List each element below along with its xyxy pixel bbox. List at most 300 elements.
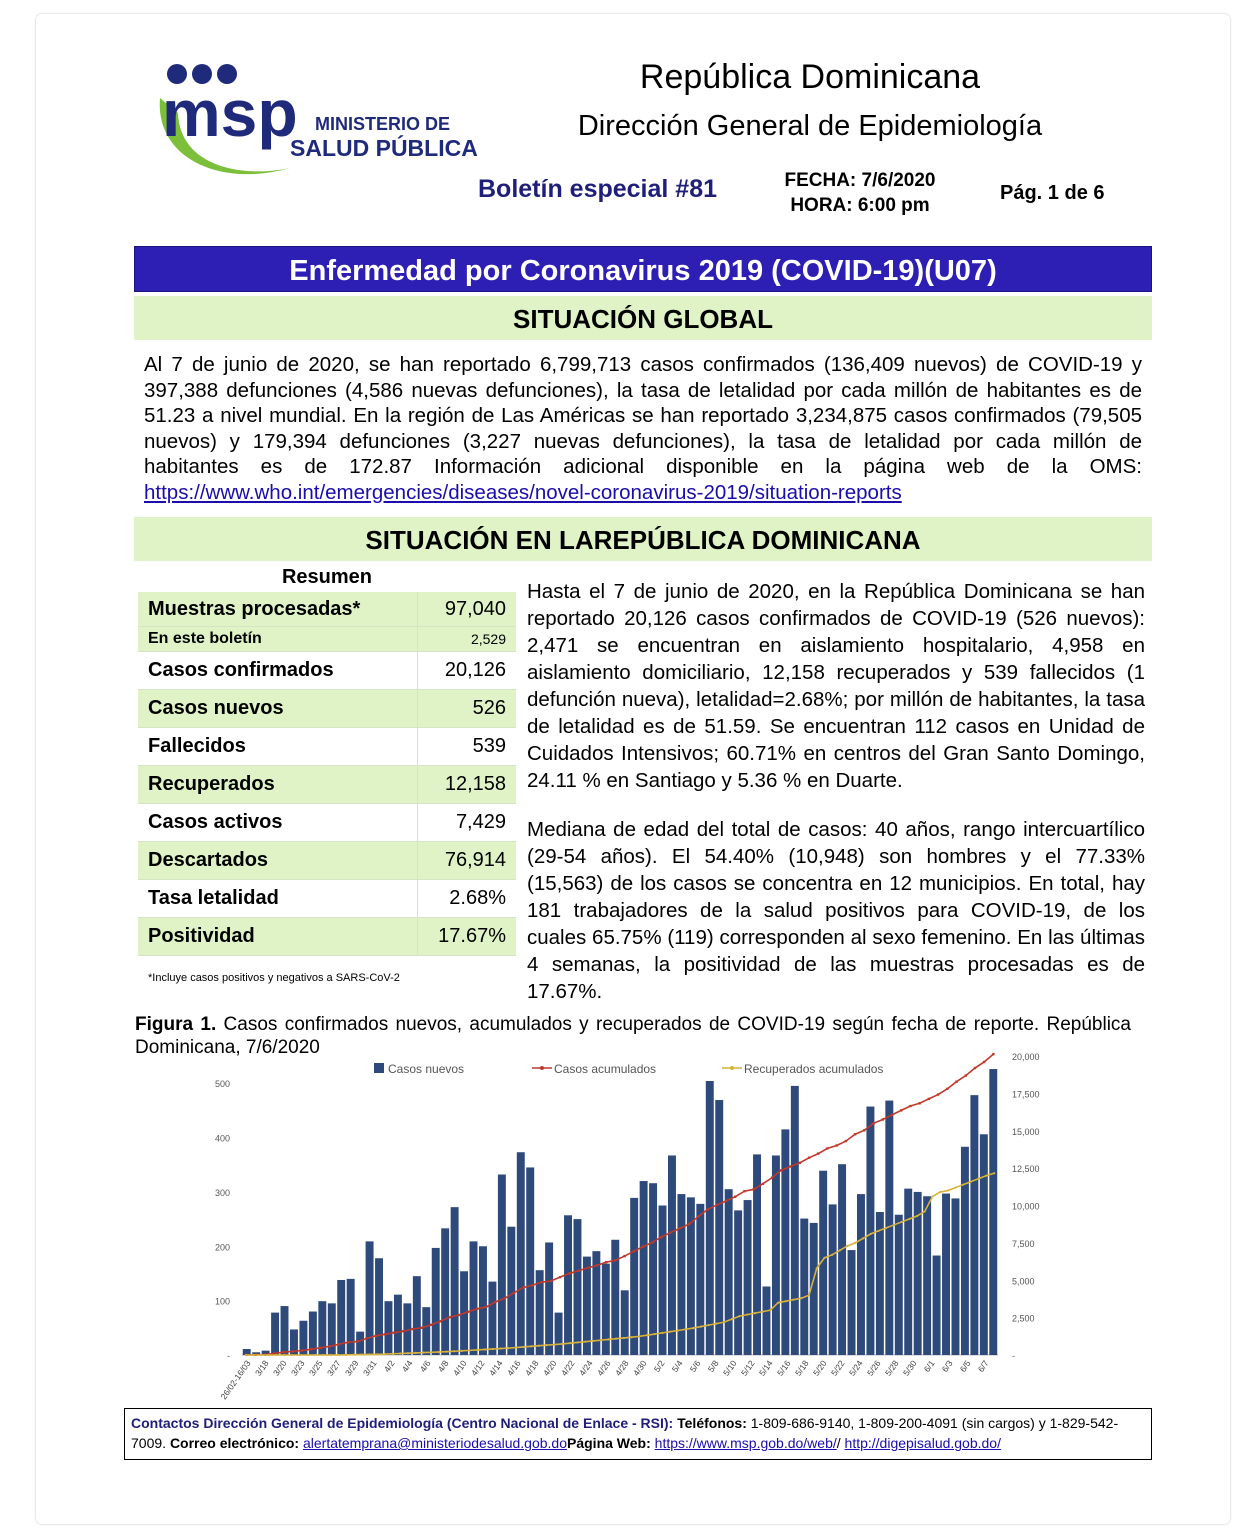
point-recuperados-acumulados	[484, 1348, 486, 1350]
directorate-title: Dirección General de Epidemiología	[577, 110, 1043, 142]
bar-casos-nuevos	[517, 1152, 525, 1355]
point-recuperados-acumulados	[314, 1354, 316, 1356]
point-recuperados-acumulados	[260, 1354, 262, 1356]
bar-casos-nuevos	[422, 1307, 430, 1355]
bar-casos-nuevos	[800, 1219, 808, 1355]
x-tick-label: 4/28	[612, 1358, 631, 1378]
cases-chart	[160, 1046, 1060, 1402]
x-tick-label: 4/12	[468, 1358, 487, 1378]
bar-casos-nuevos	[545, 1242, 553, 1355]
x-tick-label: 4/26	[594, 1358, 613, 1378]
point-casos-acumulados	[992, 1053, 994, 1055]
point-casos-acumulados	[955, 1080, 957, 1082]
contacts-box	[124, 1408, 1152, 1460]
x-tick-label: 3/27	[324, 1358, 343, 1378]
point-recuperados-acumulados	[692, 1327, 694, 1329]
who-link[interactable]: https://www.who.int/emergencies/diseases/novel-coronavirus-2019/situation-reports	[144, 480, 902, 504]
y-tick-label: 500	[214, 1079, 230, 1090]
point-recuperados-acumulados	[630, 1336, 632, 1338]
web-label: Página Web:	[567, 1435, 651, 1451]
bar-casos-nuevos	[281, 1306, 289, 1355]
x-tick-label: 4/24	[576, 1358, 595, 1378]
report-time: HORA: 6:00 pm	[790, 195, 930, 216]
bar-casos-nuevos	[781, 1129, 789, 1355]
bar-casos-nuevos	[583, 1257, 591, 1355]
bar-casos-nuevos	[989, 1069, 997, 1355]
point-recuperados-acumulados	[769, 1309, 771, 1311]
point-recuperados-acumulados	[376, 1353, 378, 1355]
point-casos-acumulados	[845, 1140, 847, 1142]
point-casos-acumulados	[365, 1337, 367, 1339]
resumen-title: Resumen	[281, 566, 373, 588]
point-recuperados-acumulados	[978, 1177, 980, 1179]
point-casos-acumulados	[522, 1286, 524, 1288]
bar-casos-nuevos	[413, 1276, 421, 1355]
point-recuperados-acumulados	[252, 1354, 254, 1356]
figure-caption-text: Casos confirmados nuevos, acumulados y recuperados de COVID-19 según fecha de reporte. República Dominicana, 7/6/2020	[135, 1014, 1131, 1058]
bar-casos-nuevos	[555, 1313, 563, 1355]
point-casos-acumulados	[826, 1147, 828, 1149]
bar-casos-nuevos	[385, 1301, 393, 1355]
legend-swatch-marker	[730, 1066, 734, 1070]
row-label: Casos nuevos	[138, 690, 418, 728]
bar-casos-nuevos	[498, 1175, 506, 1355]
y2-tick-label: 7,500	[1012, 1238, 1035, 1249]
point-casos-acumulados	[706, 1208, 708, 1210]
point-recuperados-acumulados	[962, 1183, 964, 1185]
bar-casos-nuevos	[696, 1204, 704, 1355]
point-recuperados-acumulados	[746, 1314, 748, 1316]
point-recuperados-acumulados	[993, 1172, 995, 1174]
y2-tick-label: 2,500	[1012, 1313, 1035, 1324]
x-tick-label: 3/23	[288, 1358, 307, 1378]
point-casos-acumulados	[568, 1272, 570, 1274]
point-casos-acumulados	[937, 1093, 939, 1095]
point-casos-acumulados	[328, 1345, 330, 1347]
x-tick-label: 3/29	[342, 1358, 361, 1378]
x-tick-label: 4/14	[486, 1358, 505, 1378]
point-recuperados-acumulados	[522, 1346, 524, 1348]
point-casos-acumulados	[872, 1122, 874, 1124]
y2-tick-label: 15,000	[1012, 1126, 1040, 1137]
bar-casos-nuevos	[829, 1204, 837, 1355]
point-casos-acumulados	[356, 1340, 358, 1342]
point-recuperados-acumulados	[939, 1191, 941, 1193]
point-recuperados-acumulados	[738, 1315, 740, 1317]
point-recuperados-acumulados	[507, 1347, 509, 1349]
x-tick-label: 5/6	[687, 1358, 703, 1374]
point-recuperados-acumulados	[576, 1341, 578, 1343]
point-recuperados-acumulados	[268, 1354, 270, 1356]
contacts-title: Contactos Dirección General de Epidemiología (Centro Nacional de Enlace - RSI):	[131, 1415, 674, 1431]
point-casos-acumulados	[467, 1311, 469, 1313]
point-recuperados-acumulados	[831, 1254, 833, 1256]
point-recuperados-acumulados	[646, 1334, 648, 1336]
bar-casos-nuevos	[961, 1147, 969, 1355]
x-tick-label: 5/24	[846, 1358, 865, 1378]
point-casos-acumulados	[780, 1169, 782, 1171]
bar-casos-nuevos	[734, 1210, 742, 1355]
country-title: República Dominicana	[639, 58, 981, 96]
point-casos-acumulados	[310, 1348, 312, 1350]
global-text: Al 7 de junio de 2020, se han reportado 6,799,713 casos confirmados (136,409 nuevos) de COVID-19 y 397,388 defunciones (4,586 nuevas defunciones), la tasa de letalidad por cada millón de habitantes es de 51.23 a nivel mundial. En la región de Las Américas se han reportado 3,234,875 casos confirmados (79,505 nuevos) y 179,394 defunciones (3,227 nuevas defunciones), la tasa de letalidad por cada millón de habitantes es de 172.87 Información adicional disponible en la página web de la OMS:	[144, 353, 1142, 478]
point-casos-acumulados	[808, 1157, 810, 1159]
bar-casos-nuevos	[725, 1189, 733, 1355]
point-recuperados-acumulados	[322, 1354, 324, 1356]
point-recuperados-acumulados	[607, 1338, 609, 1340]
point-recuperados-acumulados	[584, 1341, 586, 1343]
point-recuperados-acumulados	[414, 1352, 416, 1354]
x-tick-label: 5/2	[651, 1358, 667, 1374]
x-tick-label: 5/30	[900, 1358, 919, 1378]
resumen-table	[138, 592, 516, 956]
x-tick-label: 5/16	[774, 1358, 793, 1378]
point-recuperados-acumulados	[846, 1245, 848, 1247]
x-tick-label: 4/2	[381, 1358, 397, 1374]
point-casos-acumulados	[540, 1281, 542, 1283]
point-recuperados-acumulados	[792, 1299, 794, 1301]
row-value: 97,040	[418, 592, 517, 627]
bar-casos-nuevos	[952, 1198, 960, 1355]
point-casos-acumulados	[679, 1227, 681, 1229]
point-recuperados-acumulados	[708, 1324, 710, 1326]
bar-casos-nuevos	[772, 1155, 780, 1355]
y-tick-label: 400	[214, 1133, 230, 1144]
bar-casos-nuevos	[848, 1250, 856, 1355]
bar-casos-nuevos	[744, 1200, 752, 1355]
point-casos-acumulados	[651, 1241, 653, 1243]
legend-label: Casos acumulados	[554, 1062, 657, 1076]
point-casos-acumulados	[623, 1255, 625, 1257]
point-casos-acumulados	[421, 1327, 423, 1329]
point-recuperados-acumulados	[893, 1224, 895, 1226]
point-casos-acumulados	[504, 1297, 506, 1299]
x-tick-label: 4/18	[522, 1358, 541, 1378]
logo-line-2: SALUD PÚBLICA	[290, 135, 478, 161]
main-title-banner: Enfermedad por Coronavirus 2019 (COVID-19)(U07)	[134, 246, 1152, 292]
point-recuperados-acumulados	[445, 1351, 447, 1353]
point-recuperados-acumulados	[553, 1343, 555, 1345]
point-casos-acumulados	[605, 1261, 607, 1263]
row-value: 2.68%	[418, 880, 517, 918]
point-recuperados-acumulados	[823, 1257, 825, 1259]
y-tick-label: 300	[214, 1187, 230, 1198]
point-casos-acumulados	[734, 1196, 736, 1198]
bar-casos-nuevos	[715, 1100, 723, 1355]
bar-casos-nuevos	[933, 1256, 941, 1355]
point-casos-acumulados	[974, 1067, 976, 1069]
row-value: 12,158	[418, 766, 517, 804]
point-casos-acumulados	[909, 1105, 911, 1107]
point-recuperados-acumulados	[931, 1195, 933, 1197]
point-casos-acumulados	[292, 1350, 294, 1352]
y2-tick-label: 20,000	[1012, 1052, 1040, 1062]
bar-casos-nuevos	[923, 1196, 931, 1355]
point-recuperados-acumulados	[870, 1233, 872, 1235]
x-tick-label: 5/26	[864, 1358, 883, 1378]
point-recuperados-acumulados	[839, 1249, 841, 1251]
point-recuperados-acumulados	[337, 1354, 339, 1356]
bar-casos-nuevos	[876, 1212, 884, 1355]
point-casos-acumulados	[697, 1215, 699, 1217]
point-casos-acumulados	[550, 1280, 552, 1282]
x-tick-label: 4/22	[558, 1358, 577, 1378]
bar-casos-nuevos	[432, 1248, 440, 1355]
point-recuperados-acumulados	[700, 1325, 702, 1327]
row-label: Tasa letalidad	[138, 880, 418, 918]
bar-casos-nuevos	[904, 1189, 912, 1355]
point-casos-acumulados	[965, 1074, 967, 1076]
x-tick-label: 5/20	[810, 1358, 829, 1378]
point-recuperados-acumulados	[669, 1331, 671, 1333]
x-tick-label: 5/12	[738, 1358, 757, 1378]
figure-label: Figura 1.	[135, 1014, 217, 1035]
point-recuperados-acumulados	[422, 1352, 424, 1354]
point-casos-acumulados	[633, 1250, 635, 1252]
point-recuperados-acumulados	[430, 1351, 432, 1353]
x-tick-label: 5/22	[828, 1358, 847, 1378]
point-casos-acumulados	[752, 1188, 754, 1190]
point-recuperados-acumulados	[360, 1353, 362, 1355]
global-heading: SITUACIÓN GLOBAL	[134, 296, 1152, 340]
point-casos-acumulados	[439, 1320, 441, 1322]
bar-casos-nuevos	[668, 1155, 676, 1355]
row-value: 7,429	[418, 804, 517, 842]
point-casos-acumulados	[891, 1114, 893, 1116]
point-recuperados-acumulados	[816, 1267, 818, 1269]
report-date: FECHA: 7/6/2020	[784, 170, 936, 191]
email-link[interactable]: alertatemprana@ministeriodesalud.gob.do	[302, 1435, 567, 1451]
point-recuperados-acumulados	[638, 1335, 640, 1337]
dominicana-heading: SITUACIÓN EN LAREPÚBLICA DOMINICANA	[134, 517, 1152, 561]
point-casos-acumulados	[494, 1301, 496, 1303]
bulletin-number: Boletín especial #81	[478, 175, 718, 203]
point-casos-acumulados	[817, 1152, 819, 1154]
bar-casos-nuevos	[574, 1219, 582, 1355]
x-tick-label: 4/16	[504, 1358, 523, 1378]
point-recuperados-acumulados	[468, 1349, 470, 1351]
bar-casos-nuevos	[640, 1181, 648, 1355]
point-recuperados-acumulados	[954, 1186, 956, 1188]
x-tick-label: 4/6	[417, 1358, 433, 1374]
point-casos-acumulados	[863, 1129, 865, 1131]
point-recuperados-acumulados	[715, 1323, 717, 1325]
x-tick-label: 6/1	[921, 1358, 937, 1374]
bar-casos-nuevos	[441, 1228, 449, 1355]
point-casos-acumulados	[374, 1335, 376, 1337]
table-row	[138, 592, 516, 627]
row-label: Positividad	[138, 918, 418, 956]
dominicana-paragraph-1: Hasta el 7 de junio de 2020, en la República Dominicana se han reportado 20,126 casos confirmados de COVID-19 (526 nuevos): 2,471 se encuentran en aislamiento hospitalario, 4,958 en aislamiento domiciliario, 12,158 recuperados y 539 fallecidos (1 defunción nueva), letalidad=2.68%; por millón de habitantes, la tasa de letalidad es de 51.59. Se encuentran 112 casos en Unidad de Cuidados Intensivos; 60.71% en centros del Gran Santo Domingo, 24.11 % en Santiago y 5.36 % en Duarte.	[527, 580, 1145, 792]
point-recuperados-acumulados	[623, 1337, 625, 1339]
x-tick-label: 5/8	[705, 1358, 721, 1374]
point-casos-acumulados	[946, 1088, 948, 1090]
point-casos-acumulados	[642, 1245, 644, 1247]
point-recuperados-acumulados	[985, 1175, 987, 1177]
point-recuperados-acumulados	[384, 1353, 386, 1355]
table-row	[138, 918, 516, 956]
point-casos-acumulados	[301, 1349, 303, 1351]
phones-label: Teléfonos:	[677, 1415, 747, 1431]
y2-tick-label: 17,500	[1012, 1089, 1040, 1100]
msp-logo	[150, 58, 478, 188]
point-casos-acumulados	[430, 1324, 432, 1326]
point-casos-acumulados	[559, 1276, 561, 1278]
point-recuperados-acumulados	[368, 1353, 370, 1355]
y2-tick-label: -	[1012, 1351, 1015, 1361]
page-number: Pág. 1 de 6	[1000, 182, 1105, 204]
x-tick-label: 5/10	[720, 1358, 739, 1378]
point-recuperados-acumulados	[947, 1189, 949, 1191]
bar-casos-nuevos	[763, 1287, 771, 1355]
point-recuperados-acumulados	[299, 1354, 301, 1356]
bar-casos-nuevos	[602, 1264, 610, 1355]
point-casos-acumulados	[799, 1162, 801, 1164]
point-casos-acumulados	[513, 1292, 515, 1294]
bar-casos-nuevos	[507, 1227, 515, 1355]
row-value: 2,529	[418, 627, 517, 652]
logo-mark-text: msp	[162, 76, 298, 150]
point-casos-acumulados	[531, 1284, 533, 1286]
point-recuperados-acumulados	[900, 1221, 902, 1223]
point-recuperados-acumulados	[877, 1230, 879, 1232]
point-casos-acumulados	[771, 1176, 773, 1178]
row-value: 20,126	[418, 652, 517, 690]
table-row	[138, 842, 516, 880]
point-casos-acumulados	[670, 1231, 672, 1233]
point-recuperados-acumulados	[908, 1218, 910, 1220]
x-tick-label: 4/10	[450, 1358, 469, 1378]
point-recuperados-acumulados	[515, 1346, 517, 1348]
table-row	[138, 766, 516, 804]
web-link-2[interactable]: http://digepisalud.gob.do/	[844, 1435, 1001, 1451]
point-recuperados-acumulados	[407, 1352, 409, 1354]
point-casos-acumulados	[762, 1183, 764, 1185]
table-row	[138, 652, 516, 690]
row-value: 526	[418, 690, 517, 728]
point-recuperados-acumulados	[677, 1329, 679, 1331]
bar-casos-nuevos	[271, 1313, 279, 1355]
point-recuperados-acumulados	[538, 1345, 540, 1347]
bar-casos-nuevos	[488, 1282, 496, 1355]
bar-casos-nuevos	[621, 1290, 629, 1355]
y-tick-label: 100	[214, 1296, 230, 1307]
row-value: 76,914	[418, 842, 517, 880]
point-casos-acumulados	[918, 1102, 920, 1104]
bar-casos-nuevos	[838, 1164, 846, 1355]
x-tick-label: 4/8	[435, 1358, 451, 1374]
point-recuperados-acumulados	[854, 1242, 856, 1244]
point-casos-acumulados	[900, 1109, 902, 1111]
point-recuperados-acumulados	[654, 1333, 656, 1335]
point-recuperados-acumulados	[754, 1312, 756, 1314]
point-recuperados-acumulados	[569, 1342, 571, 1344]
point-recuperados-acumulados	[808, 1294, 810, 1296]
bar-casos-nuevos	[479, 1246, 487, 1355]
x-tick-label: 3/25	[306, 1358, 325, 1378]
point-casos-acumulados	[393, 1331, 395, 1333]
web-link-1[interactable]: https://www.msp.gob.do/web/	[654, 1435, 837, 1451]
point-recuperados-acumulados	[862, 1237, 864, 1239]
point-recuperados-acumulados	[306, 1354, 308, 1356]
x-tick-label: 5/18	[792, 1358, 811, 1378]
point-casos-acumulados	[338, 1343, 340, 1345]
point-recuperados-acumulados	[924, 1210, 926, 1212]
x-tick-label: 3/18	[252, 1358, 271, 1378]
point-casos-acumulados	[476, 1308, 478, 1310]
point-casos-acumulados	[928, 1098, 930, 1100]
bar-casos-nuevos	[451, 1207, 459, 1355]
point-recuperados-acumulados	[453, 1350, 455, 1352]
legend-label: Casos nuevos	[388, 1062, 465, 1076]
point-recuperados-acumulados	[391, 1353, 393, 1355]
point-recuperados-acumulados	[283, 1354, 285, 1356]
row-value: 17.67%	[418, 918, 517, 956]
point-recuperados-acumulados	[970, 1180, 972, 1182]
point-recuperados-acumulados	[276, 1354, 278, 1356]
bar-casos-nuevos	[394, 1295, 402, 1355]
point-casos-acumulados	[457, 1314, 459, 1316]
global-paragraph	[144, 352, 1142, 505]
point-recuperados-acumulados	[561, 1343, 563, 1345]
point-casos-acumulados	[743, 1190, 745, 1192]
point-recuperados-acumulados	[476, 1349, 478, 1351]
point-recuperados-acumulados	[600, 1339, 602, 1341]
point-casos-acumulados	[660, 1236, 662, 1238]
bar-casos-nuevos	[611, 1240, 619, 1355]
point-casos-acumulados	[882, 1118, 884, 1120]
point-casos-acumulados	[587, 1267, 589, 1269]
bar-casos-nuevos	[470, 1241, 478, 1355]
point-casos-acumulados	[835, 1144, 837, 1146]
y2-tick-label: 5,000	[1012, 1276, 1035, 1287]
point-casos-acumulados	[411, 1328, 413, 1330]
row-label: En este boletín	[138, 627, 418, 652]
point-casos-acumulados	[854, 1133, 856, 1135]
y-tick-label: 200	[214, 1242, 230, 1253]
y2-tick-label: 10,000	[1012, 1201, 1040, 1212]
x-tick-label: 5/14	[756, 1358, 775, 1378]
x-tick-label: 4/30	[630, 1358, 649, 1378]
table-row	[138, 627, 516, 652]
table-row	[138, 804, 516, 842]
point-casos-acumulados	[789, 1165, 791, 1167]
resumen-footnote: *Incluye casos positivos y negativos a SARS-CoV-2	[148, 972, 400, 984]
bar-casos-nuevos	[375, 1258, 383, 1355]
phones: 1-809-686-9140, 1-809-200-4091 (sin cargos) y 1-829-542-7009.	[131, 1415, 1119, 1451]
y-tick-label: -	[227, 1351, 230, 1361]
bar-casos-nuevos	[356, 1332, 364, 1355]
point-recuperados-acumulados	[731, 1318, 733, 1320]
x-tick-label: 6/3	[939, 1358, 955, 1374]
point-recuperados-acumulados	[885, 1227, 887, 1229]
point-casos-acumulados	[282, 1351, 284, 1353]
point-casos-acumulados	[384, 1333, 386, 1335]
point-recuperados-acumulados	[684, 1328, 686, 1330]
row-label: Recuperados	[138, 766, 418, 804]
legend-swatch-casos-nuevos	[374, 1063, 384, 1073]
point-recuperados-acumulados	[615, 1338, 617, 1340]
point-recuperados-acumulados	[661, 1332, 663, 1334]
point-recuperados-acumulados	[438, 1351, 440, 1353]
point-casos-acumulados	[614, 1259, 616, 1261]
bar-casos-nuevos	[706, 1081, 714, 1355]
bar-casos-nuevos	[791, 1086, 799, 1355]
point-casos-acumulados	[983, 1061, 985, 1063]
bar-casos-nuevos	[649, 1183, 657, 1355]
point-recuperados-acumulados	[499, 1347, 501, 1349]
point-recuperados-acumulados	[777, 1302, 779, 1304]
